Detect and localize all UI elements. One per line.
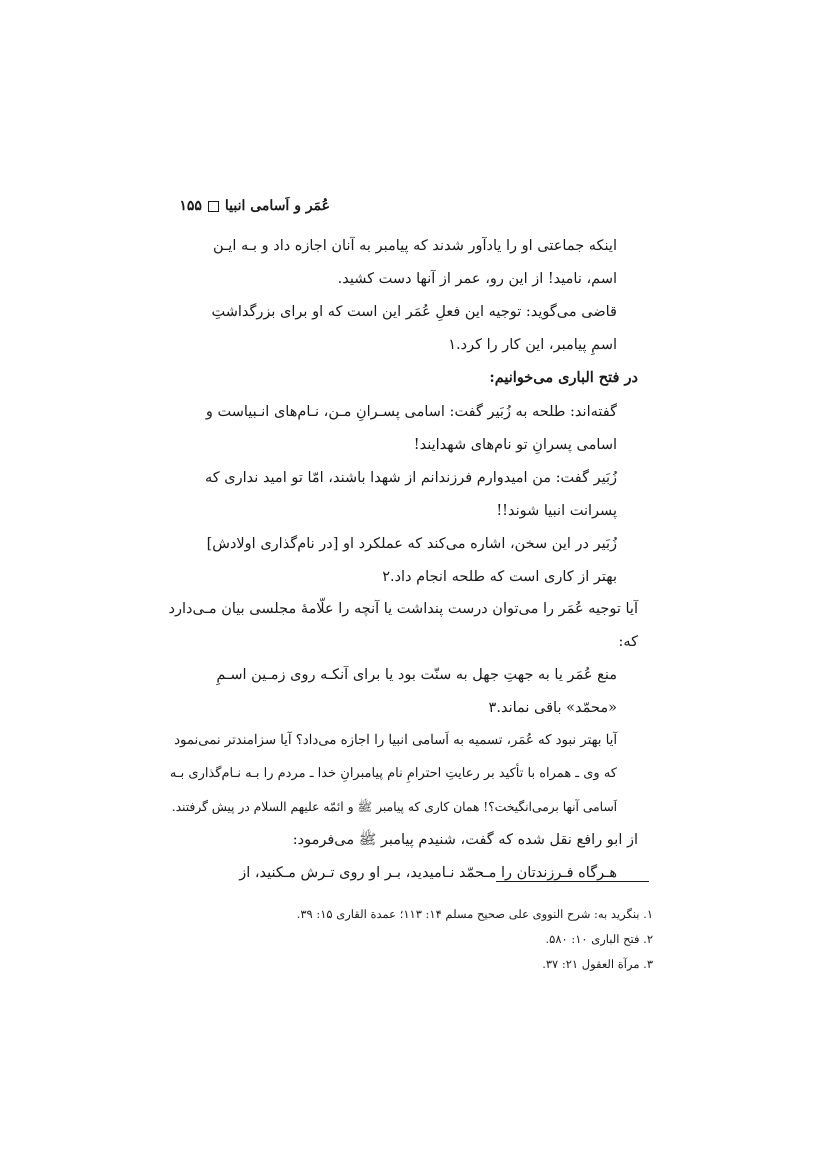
- body-line: اسامی پسرانِ تو نام‌های شهدایند!: [413, 437, 617, 453]
- body-line: آیا توجیه عُمَر را می‌توان درست پنداشت یا آنچه را علّامهٔ مجلسی بیان مـی‌دارد: [168, 601, 638, 617]
- body-line: آیا بهتر نبود که عُمَر، تسمیه به اَسامی انبیا را اجازه می‌داد؟ آیا سزامندتر نمی‌نمود: [174, 733, 617, 748]
- body-line: زُبَیر در این سخن، اشاره می‌کند که عملکرد او [در نام‌گذاری اولادش]: [206, 536, 617, 552]
- page-number: ۱۵۵: [179, 198, 202, 214]
- chapter-title: عُمَر و اَسامی انبیا: [224, 198, 330, 214]
- body-line: منع عُمَر یا به جهتِ جهل به سنّت بود یا برای آنکـه روی زمـین اسـمِ: [216, 667, 617, 683]
- body-line: اسم، نامید! از این رو، عمر از آنها دست کشید.: [337, 271, 617, 287]
- body-line: اینکه جماعتی او را یادآور شدند که پیامبر به آنان اجازه داد و بـه ایـن: [213, 238, 617, 254]
- body-line: که وی ـ همراه با تأکید بر رعایتِ احترامِ نام پیامبرانِ خدا ـ مردم را بـه نـام‌گذاری بـه: [169, 766, 617, 781]
- body-line: زُبَیر گفت: من امیدوارم فرزندانم از شهدا باشند، امّا تو امید نداری که: [205, 470, 617, 486]
- footnote: ۲. فتح الباری ۱۰: ۵۸۰.: [545, 932, 653, 946]
- body-line: هـرگاه فـرزندتان را مـحمّد نـامیدید، بـر او روی تـرش مـکنید، از: [239, 865, 617, 881]
- header-square-ornament: [208, 201, 219, 212]
- body-line: «محمّد» باقی نماند.۳: [488, 700, 617, 716]
- section-heading: در فتح الباری می‌خوانیم:: [489, 369, 638, 386]
- running-header: [170, 198, 330, 214]
- body-line: اسمِ پیامبر، این کار را کرد.۱: [448, 337, 617, 353]
- footnote: ۱. بنگرید به: شرح النووی علی صحیح مسلم ۱۴: ۱۱۳؛ عمدة القاری ۱۵: ۳۹.: [296, 907, 653, 921]
- footnote-divider: [496, 881, 649, 882]
- body-line: گفته‌اند: طلحه به زُبَیر گفت: اسامی پسـرانِ مـن، نـام‌های انـبیاست و: [205, 404, 617, 420]
- body-line: از ابو رافع نقل شده که گفت، شنیدم پیامبر ﷺ می‌فرمود:: [292, 832, 638, 848]
- body-line: بهتر از کاری است که طلحه انجام داد.۲: [382, 569, 617, 585]
- body-line: اَسامی آنها برمی‌انگیخت؟! همان کاری که پیامبر ﷺ و ائمّه علیهم السلام در پیش گرفتند.: [171, 800, 617, 814]
- body-line: پسرانت انبیا شوند!!: [496, 503, 617, 519]
- footnote: ۳. مرآة العقول ۲۱: ۳۷.: [542, 957, 653, 971]
- body-line: قاضی می‌گوید: توجیه این فعلِ عُمَر این است که او برای بزرگداشتِ: [211, 304, 617, 320]
- body-line: که:: [618, 634, 638, 650]
